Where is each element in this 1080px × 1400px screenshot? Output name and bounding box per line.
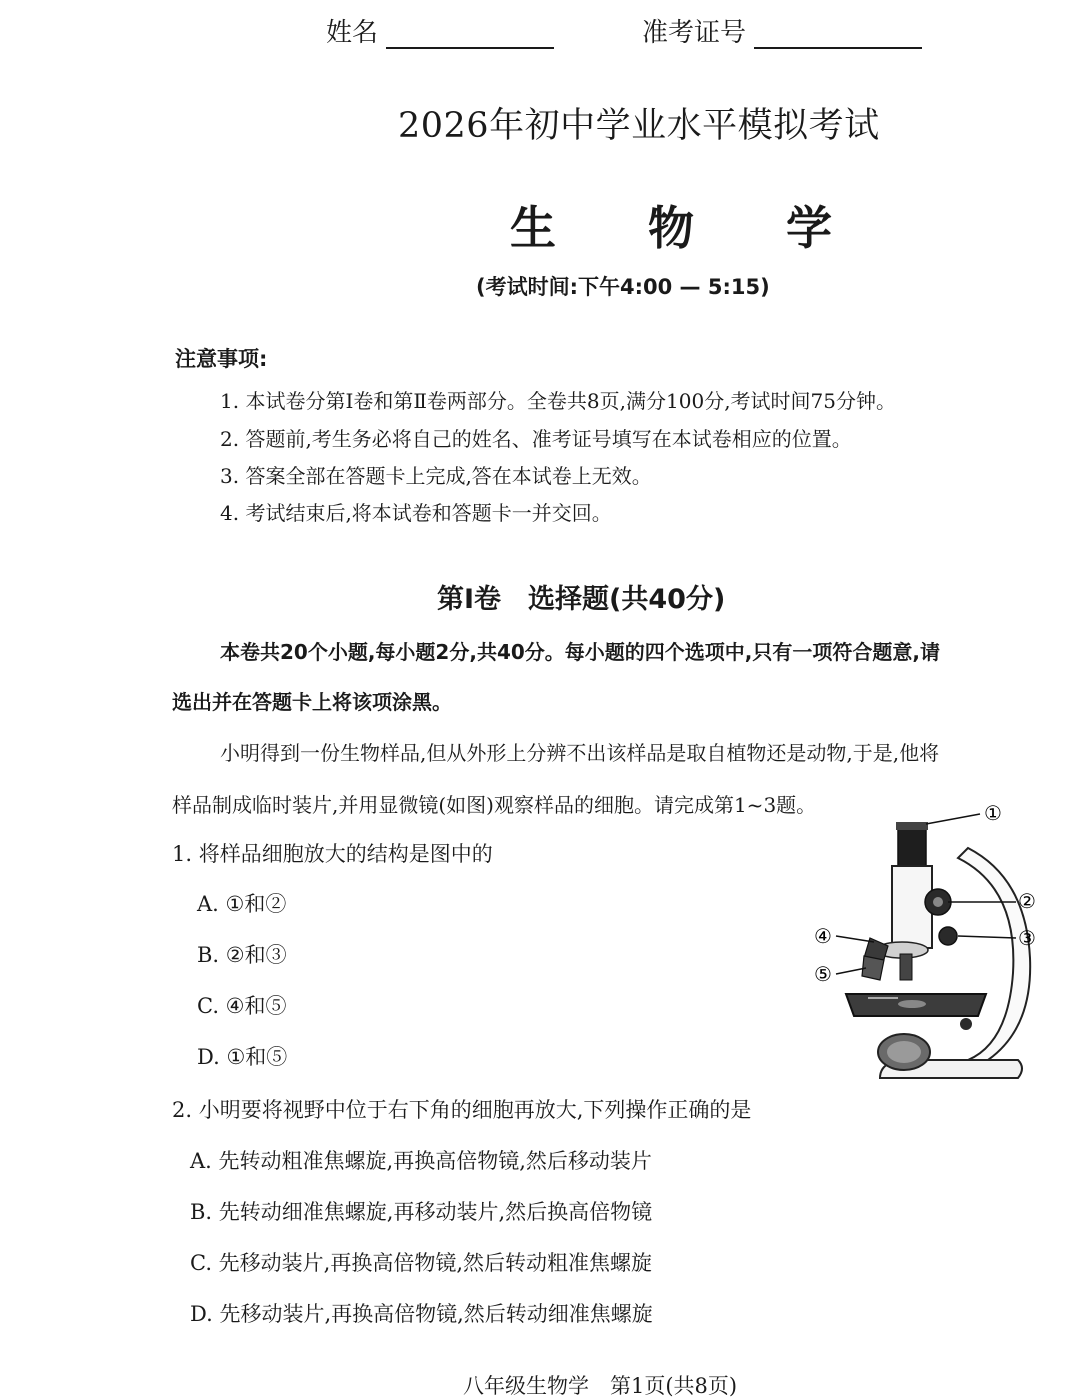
eyepiece (898, 826, 926, 868)
notes-heading: 注意事项: (175, 347, 268, 371)
section-instruction: 本卷共20个小题,每小题2分,共40分。每小题的四个选项中,只有一项符合题意,请 (220, 640, 940, 664)
note-item: 2. 答题前,考生务必将自己的姓名、准考证号填写在本试卷相应的位置。 (220, 427, 852, 451)
question-2-option-d[interactable]: D. 先移动装片,再换高倍物镜,然后转动细准焦螺旋 (190, 1302, 653, 1326)
figure-label-2: ② (1018, 889, 1036, 913)
question-context: 样品制成临时装片,并用显微镜(如图)观察样品的细胞。请完成第1~3题。 (172, 793, 817, 817)
exam-time: (考试时间:下午4:00 — 5:15) (476, 275, 770, 299)
figure-label-4: ④ (814, 924, 832, 948)
question-2-option-b[interactable]: B. 先转动细准焦螺旋,再移动装片,然后换高倍物镜 (190, 1200, 653, 1224)
name-field (326, 12, 554, 49)
figure-label-5: ⑤ (814, 962, 832, 986)
page-footer: 八年级生物学 第1页(共8页) (463, 1374, 738, 1398)
note-item: 1. 本试卷分第Ⅰ卷和第Ⅱ卷两部分。全卷共8页,满分100分,考试时间75分钟。 (220, 389, 896, 413)
figure-label-1: ① (984, 801, 1002, 825)
question-1-option-b[interactable]: B. ②和③ (197, 943, 287, 967)
eyepiece-cap (896, 822, 928, 830)
name-blank[interactable] (386, 17, 554, 49)
subject-title: 生 物 学 (510, 201, 871, 255)
fine-focus-knob (939, 927, 957, 945)
question-1-stem: 1. 将样品细胞放大的结构是图中的 (172, 842, 493, 866)
exam-id-label: 准考证号 (642, 18, 747, 48)
question-1-option-c[interactable]: C. ④和⑤ (197, 994, 287, 1018)
objective-lens (900, 954, 912, 980)
figure-label-3: ③ (1018, 926, 1036, 950)
question-2-option-c[interactable]: C. 先移动装片,再换高倍物镜,然后转动粗准焦螺旋 (190, 1251, 653, 1275)
question-2-stem: 2. 小明要将视野中位于右下角的细胞再放大,下列操作正确的是 (172, 1098, 752, 1122)
section-title: 第Ⅰ卷 选择题(共40分) (437, 584, 726, 615)
exam-id-field (642, 12, 922, 49)
note-item: 4. 考试结束后,将本试卷和答题卡一并交回。 (220, 501, 612, 525)
question-2-option-a[interactable]: A. 先转动粗准焦螺旋,再换高倍物镜,然后移动装片 (190, 1149, 652, 1173)
question-1-option-d[interactable]: D. ①和⑤ (197, 1045, 288, 1069)
exam-title: 2026年初中学业水平模拟考试 (398, 106, 880, 146)
name-label: 姓名 (326, 18, 379, 48)
question-1-option-a[interactable]: A. ①和② (197, 892, 287, 916)
stage-knob (960, 1018, 972, 1030)
section-instruction: 选出并在答题卡上将该项涂黑。 (172, 690, 452, 714)
question-context: 小明得到一份生物样品,但从外形上分辨不出该样品是取自植物还是动物,于是,他将 (220, 741, 940, 765)
exam-id-blank[interactable] (754, 17, 922, 49)
microscope-figure (808, 798, 1048, 1098)
note-item: 3. 答案全部在答题卡上完成,答在本试卷上无效。 (220, 464, 652, 488)
